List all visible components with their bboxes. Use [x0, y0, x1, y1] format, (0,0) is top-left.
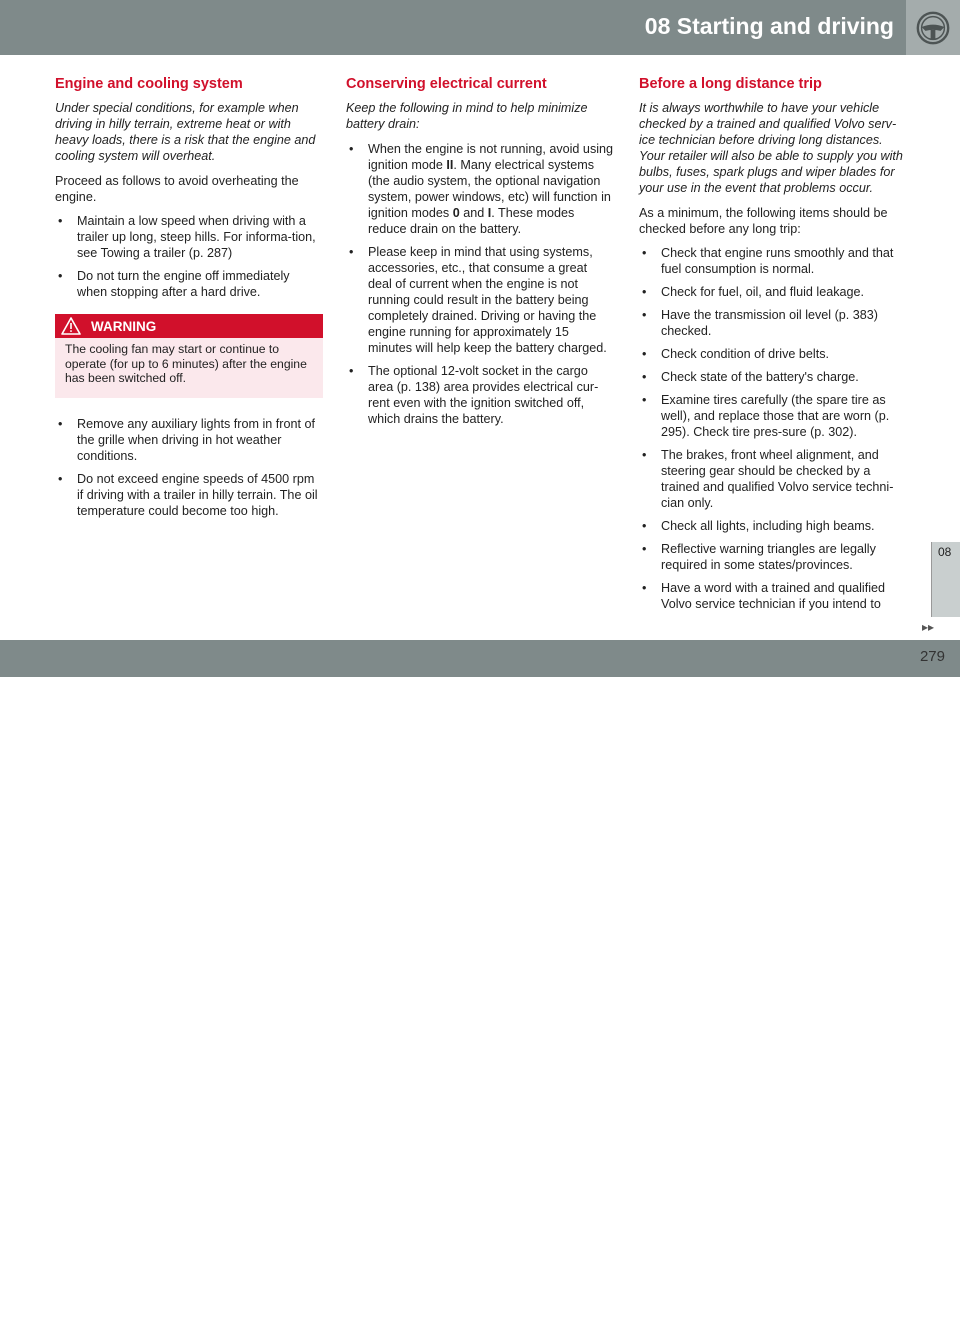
- chapter-icon-box: [906, 0, 960, 55]
- list-item: • Check condition of drive belts.: [642, 347, 830, 361]
- section-intro: It is always worthwhile to have your vehicle checked by a trained and qualified Volvo serv-ice technician before driving long distances. Your retailer will also be able to supply you with bulbs, fuses, spark plugs and wiper blades for your use in the event that problems occur.: [639, 101, 903, 195]
- page-number: 279: [919, 648, 945, 665]
- list-item: • When the engine is not running, avoid using ignition mode II. Many electrical systems (the audio system, the optional navigation system, power windows, etc) will function in ignition modes 0 and I. These modes reduce drain on the battery.: [349, 142, 614, 236]
- paragraph: As a minimum, the following items should be checked before any long trip:: [639, 206, 888, 236]
- section-heading: Engine and cooling system: [55, 76, 243, 92]
- list-item: • Reflective warning triangles are legally required in some states/provinces.: [642, 542, 876, 572]
- list-item: • Have a word with a trained and qualified Volvo service technician if you intend to: [642, 581, 886, 611]
- list-item: • The optional 12-volt socket in the cargo area (p. 138) area provides electrical cur-rent even with the ignition switched off, which drains the battery.: [349, 364, 599, 426]
- section-intro: Under special conditions, for example when driving in hilly terrain, extreme heat or with heavy loads, there is a risk that the engine and cooling system will overheat.: [55, 101, 316, 163]
- bullet-list: [346, 141, 614, 427]
- bullet-list: [55, 416, 323, 519]
- list-item: • Examine tires carefully (the spare tire as well), and replace those that are worn (p. 295). Check tire pres-sure (p. 302).: [642, 393, 890, 439]
- list-item: • Have the transmission oil level (p. 383) checked.: [642, 308, 878, 338]
- list-item: • Do not exceed engine speeds of 4500 rpm if driving with a trailer in hilly terrain. The oil temperature could become too high.: [58, 471, 318, 518]
- warning-box: [55, 314, 323, 398]
- bullet-list: [639, 245, 909, 612]
- next-page-arrow-icon[interactable]: ▸▸: [922, 620, 935, 634]
- warning-triangle-icon: [61, 317, 81, 335]
- column-conserving-current: [346, 76, 614, 435]
- list-item: • The brakes, front wheel alignment, and steering gear should be checked by a trained and qualified Volvo service techni-cian only.: [642, 448, 894, 510]
- chapter-title: 08 Starting and driving: [644, 13, 894, 39]
- chapter-number: 08: [938, 545, 952, 559]
- chapter-side-tab[interactable]: [931, 542, 960, 617]
- steering-wheel-icon: [914, 9, 952, 47]
- list-item: • Check state of the battery's charge.: [642, 370, 859, 384]
- section-intro: Keep the following in mind to help minimize battery drain:: [346, 101, 588, 131]
- list-item: • Please keep in mind that using systems, accessories, etc., that consume a great deal of current when the engine is not running could result in the battery being completely drained. Driving or having the engine running for approximately 15 minutes will help keep the battery charged.: [349, 245, 607, 355]
- section-heading: Conserving electrical current: [346, 76, 547, 92]
- page-header: [0, 0, 960, 55]
- list-item: • Check all lights, including high beams.: [642, 519, 875, 533]
- watermark: carmanualsonline.info: [540, 1292, 765, 1317]
- paragraph: Proceed as follows to avoid overheating the engine.: [55, 174, 299, 204]
- list-item: • Remove any auxiliary lights from in front of the grille when driving in hot weather conditions.: [58, 416, 315, 463]
- warning-header: [55, 314, 323, 338]
- list-item: • Do not turn the engine off immediately when stopping after a hard drive.: [58, 269, 290, 299]
- column-engine-cooling: [55, 76, 323, 527]
- page-footer: [0, 640, 960, 1317]
- column-long-distance-trip: [639, 76, 909, 620]
- list-item: • Check for fuel, oil, and fluid leakage.: [642, 285, 865, 299]
- section-heading: Before a long distance trip: [639, 76, 822, 92]
- list-item: • Maintain a low speed when driving with a trailer up long, steep hills. For informa-tion, see Towing a trailer (p. 287): [58, 214, 316, 260]
- list-item: • Check that engine runs smoothly and that fuel consumption is normal.: [642, 246, 894, 276]
- warning-title: WARNING: [91, 318, 157, 334]
- warning-text: The cooling fan may start or continue to operate (for up to 6 minutes) after the engine has been switched off.: [65, 342, 307, 385]
- bullet-list: [55, 213, 323, 300]
